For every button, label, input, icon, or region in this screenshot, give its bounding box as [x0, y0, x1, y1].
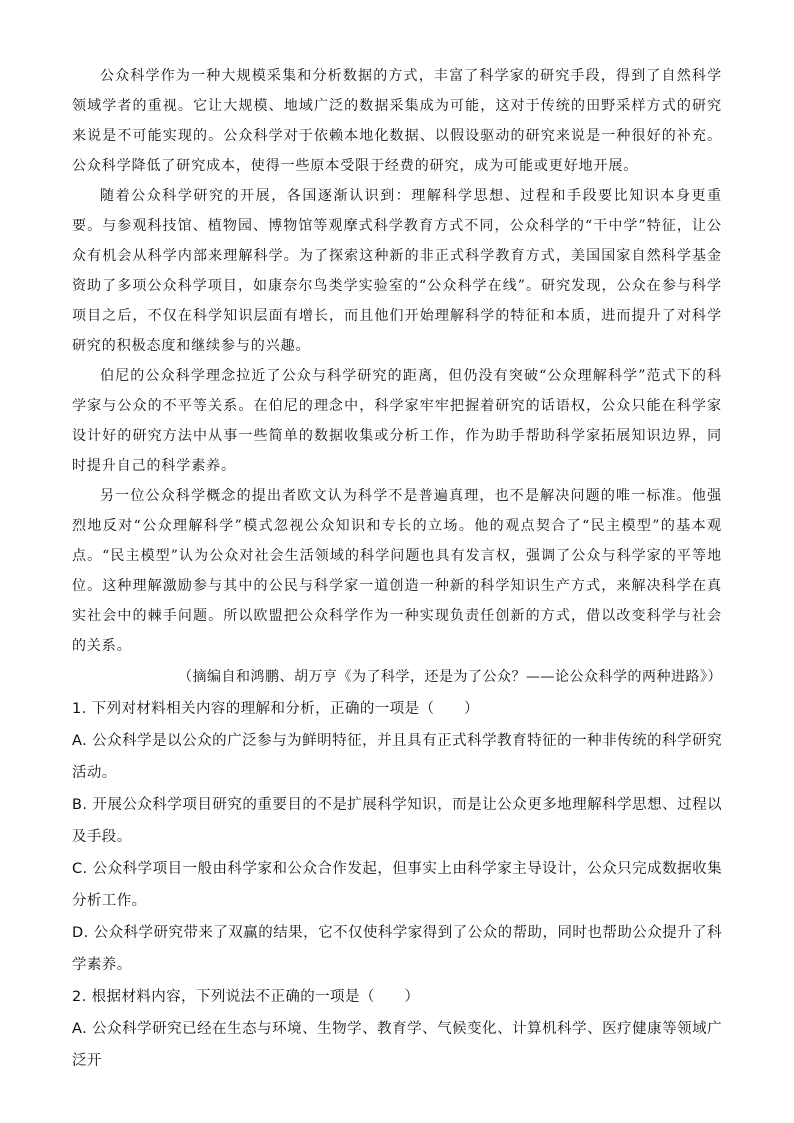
option-b: B. 开展公众科学项目研究的重要目的不是扩展科学知识，而是让公众更多地理解科学思想、过程以及手段。 [72, 797, 722, 845]
question-stem: 2. 根据材料内容，下列说法不正确的一项是（ ） [72, 989, 420, 1005]
passage-paragraph: 公众科学作为一种大规模采集和分析数据的方式，丰富了科学家的研究手段，得到了自然科学领域学者的重视。它让大规模、地域广泛的数据采集成为可能，这对于传统的田野采样方式的研究来说是不可能实现的。公众科学对于依赖本地化数据、以假设驱动的研究来说是一种很好的补充。公众科学降低了研究成本，使得一些原本受限于经费的研究，成为可能或更好地开展。 [72, 68, 722, 174]
option-d: D. 公众科学研究带来了双赢的结果，它不仅使科学家得到了公众的帮助，同时也帮助公众提升了科学素养。 [72, 925, 722, 973]
exam-page [72, 61, 722, 1077]
passage-paragraph: 随着公众科学研究的开展，各国逐渐认识到：理解科学思想、过程和手段要比知识本身更重要。与参观科技馆、植物园、博物馆等观摩式科学教育方式不同，公众科学的“干中学”特征，让公众有机会从科学内部来理解科学。为了探索这种新的非正式科学教育方式，美国国家自然科学基金资助了多项公众科学项目，如康奈尔鸟类学实验室的“公众科学在线”。研究发现，公众在参与科学项目之后，不仅在科学知识层面有增长，而且他们开始理解科学的特征和本质，进而提升了对科学研究的积极态度和继续参与的兴趣。 [72, 188, 722, 354]
option-a: A. 公众科学是以公众的广泛参与为鲜明特征，并且具有正式科学教育特征的一种非传统的科学研究活动。 [72, 733, 722, 781]
question-1 [72, 693, 722, 981]
passage-source: （摘编自和鸿鹏、胡万亨《为了科学，还是为了公众？——论公众科学的两种进路》） [178, 669, 722, 685]
reading-passage [72, 61, 722, 691]
passage-paragraph: 伯尼的公众科学理念拉近了公众与科学研究的距离，但仍没有突破“公众理解科学”范式下的科学家与公众的不平等关系。在伯尼的理念中，科学家牢牢把握着研究的话语权，公众只能在科学家设计好的研究方法中从事一些简单的数据收集或分析工作，作为助手帮助科学家拓展知识边界，同时提升自己的科学素养。 [72, 368, 722, 474]
question-2 [72, 981, 722, 1077]
question-list [72, 693, 722, 1077]
question-stem: 1. 下列对材料相关内容的理解和分析，正确的一项是（ ） [72, 701, 480, 717]
option-a: A. 公众科学研究已经在生态与环境、生物学、教育学、气候变化、计算机科学、医疗健康等领域广泛开 [72, 1021, 722, 1069]
passage-paragraph: 另一位公众科学概念的提出者欧文认为科学不是普遍真理，也不是解决问题的唯一标准。他强烈地反对“公众理解科学”模式忽视公众知识和专长的立场。他的观点契合了“民主模型”的基本观点。“民主模型”认为公众对社会生活领域的科学问题也具有发言权，强调了公众与科学家的平等地位。这种理解激励参与其中的公民与科学家一道创造一种新的科学知识生产方式，来解决科学在真实社会中的棘手问题。所以欧盟把公众科学作为一种实现负责任创新的方式，借以改变科学与社会的关系。 [72, 488, 722, 654]
option-c: C. 公众科学项目一般由科学家和公众合作发起，但事实上由科学家主导设计，公众只完成数据收集分析工作。 [72, 861, 722, 909]
